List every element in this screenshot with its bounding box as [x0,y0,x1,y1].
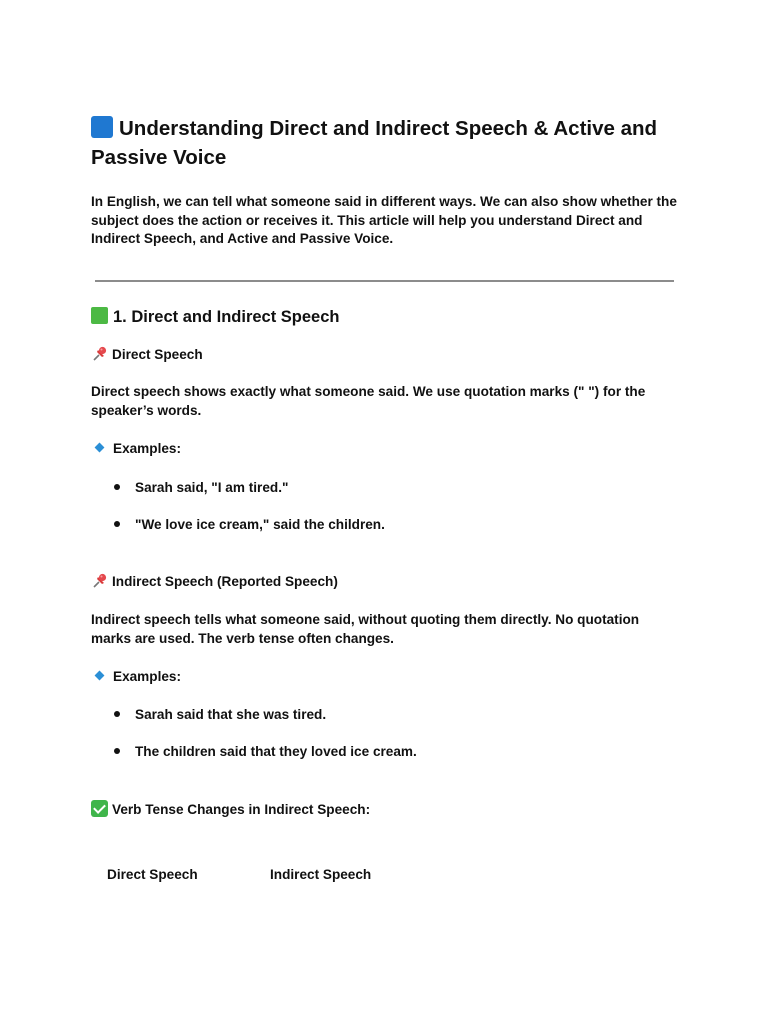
bullet-icon [114,484,120,490]
table-header-direct: Direct Speech [107,867,198,882]
direct-speech-heading-text: Direct Speech [112,347,203,362]
horizontal-divider [95,280,674,282]
direct-examples-label-text: Examples: [113,441,182,456]
indirect-examples-label-text: Examples: [113,669,182,684]
table-header-indirect: Indirect Speech [270,867,372,882]
list-item-text: Sarah said, "I am tired." [135,480,289,495]
green-square-icon [91,307,108,324]
list-item-text: The children said that they loved ice cream. [135,744,417,759]
check-mark-icon [91,800,108,817]
bullet-icon [114,521,120,527]
intro-paragraph: In English, we can tell what someone said in different ways. We can also show whether the subject does the action or receives it. This article will help you understand Direct and Indirect Speech, and Active and Passive Voice. [91,194,677,247]
small-blue-diamond-icon [95,443,105,453]
direct-speech-description: Direct speech shows exactly what someone said. We use quotation marks (" ") for the speaker’s words. [91,384,646,418]
blue-square-icon [91,116,113,138]
list-item [114,516,385,534]
page-title-text: Understanding Direct and Indirect Speech & Active and Passive Voice [91,117,658,169]
indirect-speech-heading-text: Indirect Speech (Reported Speech) [112,574,338,589]
bullet-icon [114,711,120,717]
small-blue-diamond-icon [95,671,105,681]
list-item-text: Sarah said that she was tired. [135,707,327,722]
indirect-speech-heading [91,572,338,591]
section-heading-text: 1. Direct and Indirect Speech [113,308,340,326]
section-heading [91,306,340,328]
bullet-icon [114,748,120,754]
tense-changes-heading [91,800,370,819]
direct-examples-label [91,440,181,458]
list-item-text: "We love ice cream," said the children. [135,517,385,532]
indirect-examples-label [91,668,181,686]
direct-speech-heading [91,345,203,364]
indirect-speech-description: Indirect speech tells what someone said, without quoting them directly. No quotation marks are used. The verb tense often changes. [91,612,640,646]
list-item [114,743,417,761]
pushpin-icon [91,345,109,363]
list-item [114,479,288,497]
tense-changes-heading-text: Verb Tense Changes in Indirect Speech: [112,802,371,817]
pushpin-icon [91,572,109,590]
page-title [91,114,691,172]
list-item [114,706,326,724]
